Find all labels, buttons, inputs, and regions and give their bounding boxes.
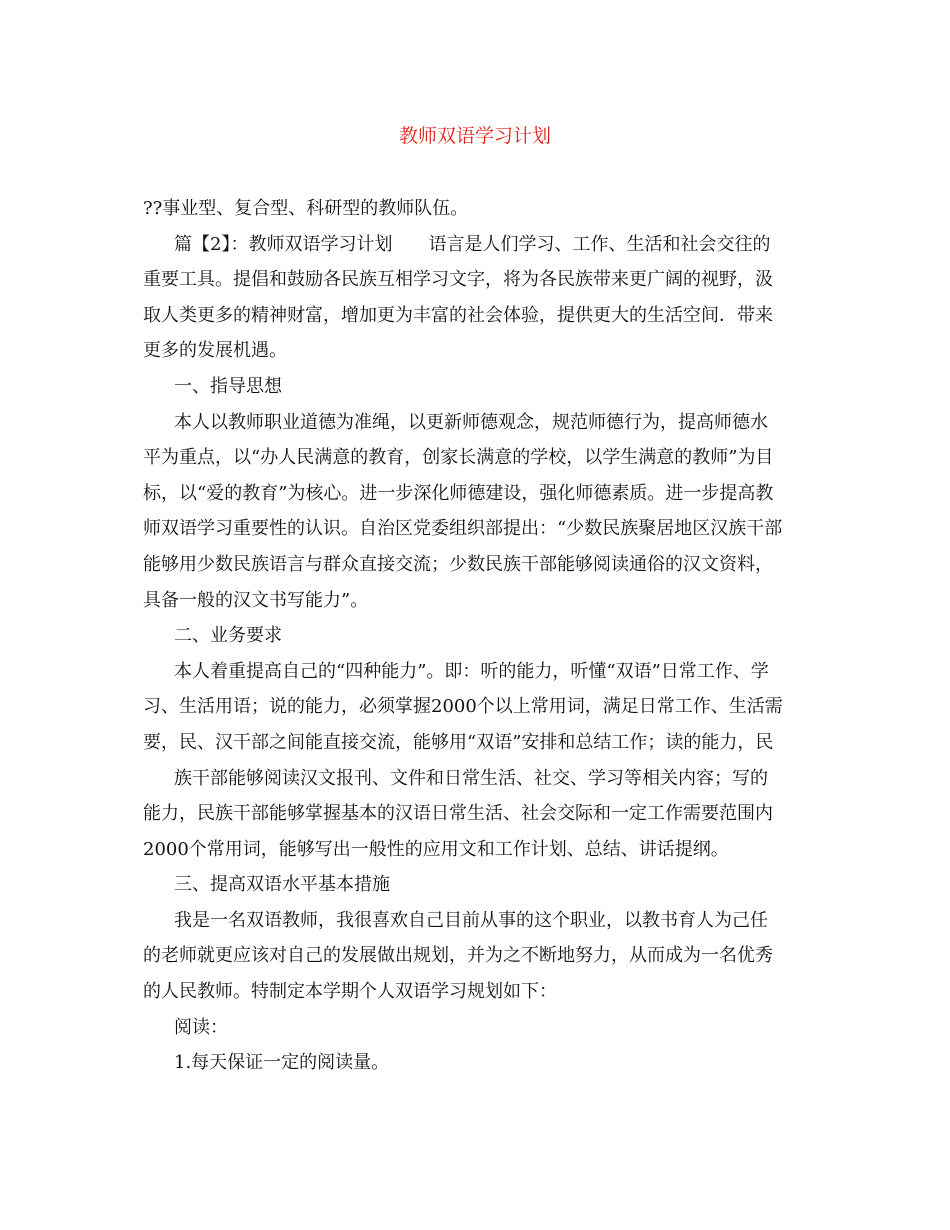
text-line: ??事业型、复合型、科研型的教师队伍。: [143, 198, 469, 219]
text-line: 篇【2】：教师双语学习计划 语言是人们学习、工作、生活和社会交往的: [174, 233, 771, 255]
text-line: 要，民、汉干部之间能直接交流，能够用“双语”安排和总结工作；读的能力，民: [143, 731, 774, 753]
text-line: 的人民教师。特制定本学期个人双语学习规划如下：: [143, 981, 557, 1003]
section-heading: 三、提高双语水平基本措施: [174, 874, 390, 896]
text-line: 我是一名双语教师，我很喜欢自己目前从事的这个职业，以教书育人为己任: [174, 909, 768, 931]
text-line: 能力，民族干部能够掌握基本的汉语日常生活、社会交际和一定工作需要范围内: [143, 803, 773, 825]
section-heading: 一、指导思想: [174, 375, 282, 397]
list-item: 1.每天保证一定的阅读量。: [174, 1052, 390, 1074]
text-line: 具备一般的汉文书写能力”。: [143, 589, 369, 611]
text-line: 族干部能够阅读汉文报刊、文件和日常生活、社交、学习等相关内容；写的: [174, 767, 768, 789]
text-line: 更多的发展机遇。: [143, 340, 287, 362]
text-line: 的老师就更应该对自己的发展做出规划，并为之不断地努力，从而成为一名优秀: [143, 945, 773, 967]
text-line: 标，以“爱的教育”为核心。进一步深化师德建设，强化师德素质。进一步提高教: [143, 482, 774, 504]
document-title: 教师双语学习计划: [398, 125, 551, 147]
section-heading: 二、业务要求: [174, 625, 282, 647]
text-line: 本人着重提高自己的“四种能力”。即：听的能力，听懂“双语”日常工作、学: [174, 660, 769, 682]
text-line: 平为重点，以“办人民满意的教育，创家长满意的学校，以学生满意的教师”为目: [143, 447, 774, 469]
text-line: 重要工具。提倡和鼓励各民族互相学习文字，将为各民族带来更广阔的视野，汲: [143, 269, 773, 291]
text-line: 能够用少数民族语言与群众直接交流；少数民族干部能够阅读通俗的汉文资料，: [143, 553, 773, 575]
subsection-heading: 阅读：: [174, 1016, 228, 1038]
document-body: [143, 191, 807, 1081]
text-line: 师双语学习重要性的认识。自治区党委组织部提出：“少数民族聚居地区汉族干部: [143, 518, 783, 540]
text-line: 本人以教师职业道德为准绳，以更新师德观念，规范师德行为，提高师德水: [174, 411, 768, 433]
text-line: 取人类更多的精神财富，增加更为丰富的社会体验，提供更大的生活空间．带来: [143, 304, 773, 326]
text-line: 2000个常用词，能够写出一般性的应用文和工作计划、总结、讲话提纲。: [143, 838, 729, 860]
text-line: 习、生活用语；说的能力，必须掌握2000个以上常用词，满足日常工作、生活需: [143, 696, 783, 718]
